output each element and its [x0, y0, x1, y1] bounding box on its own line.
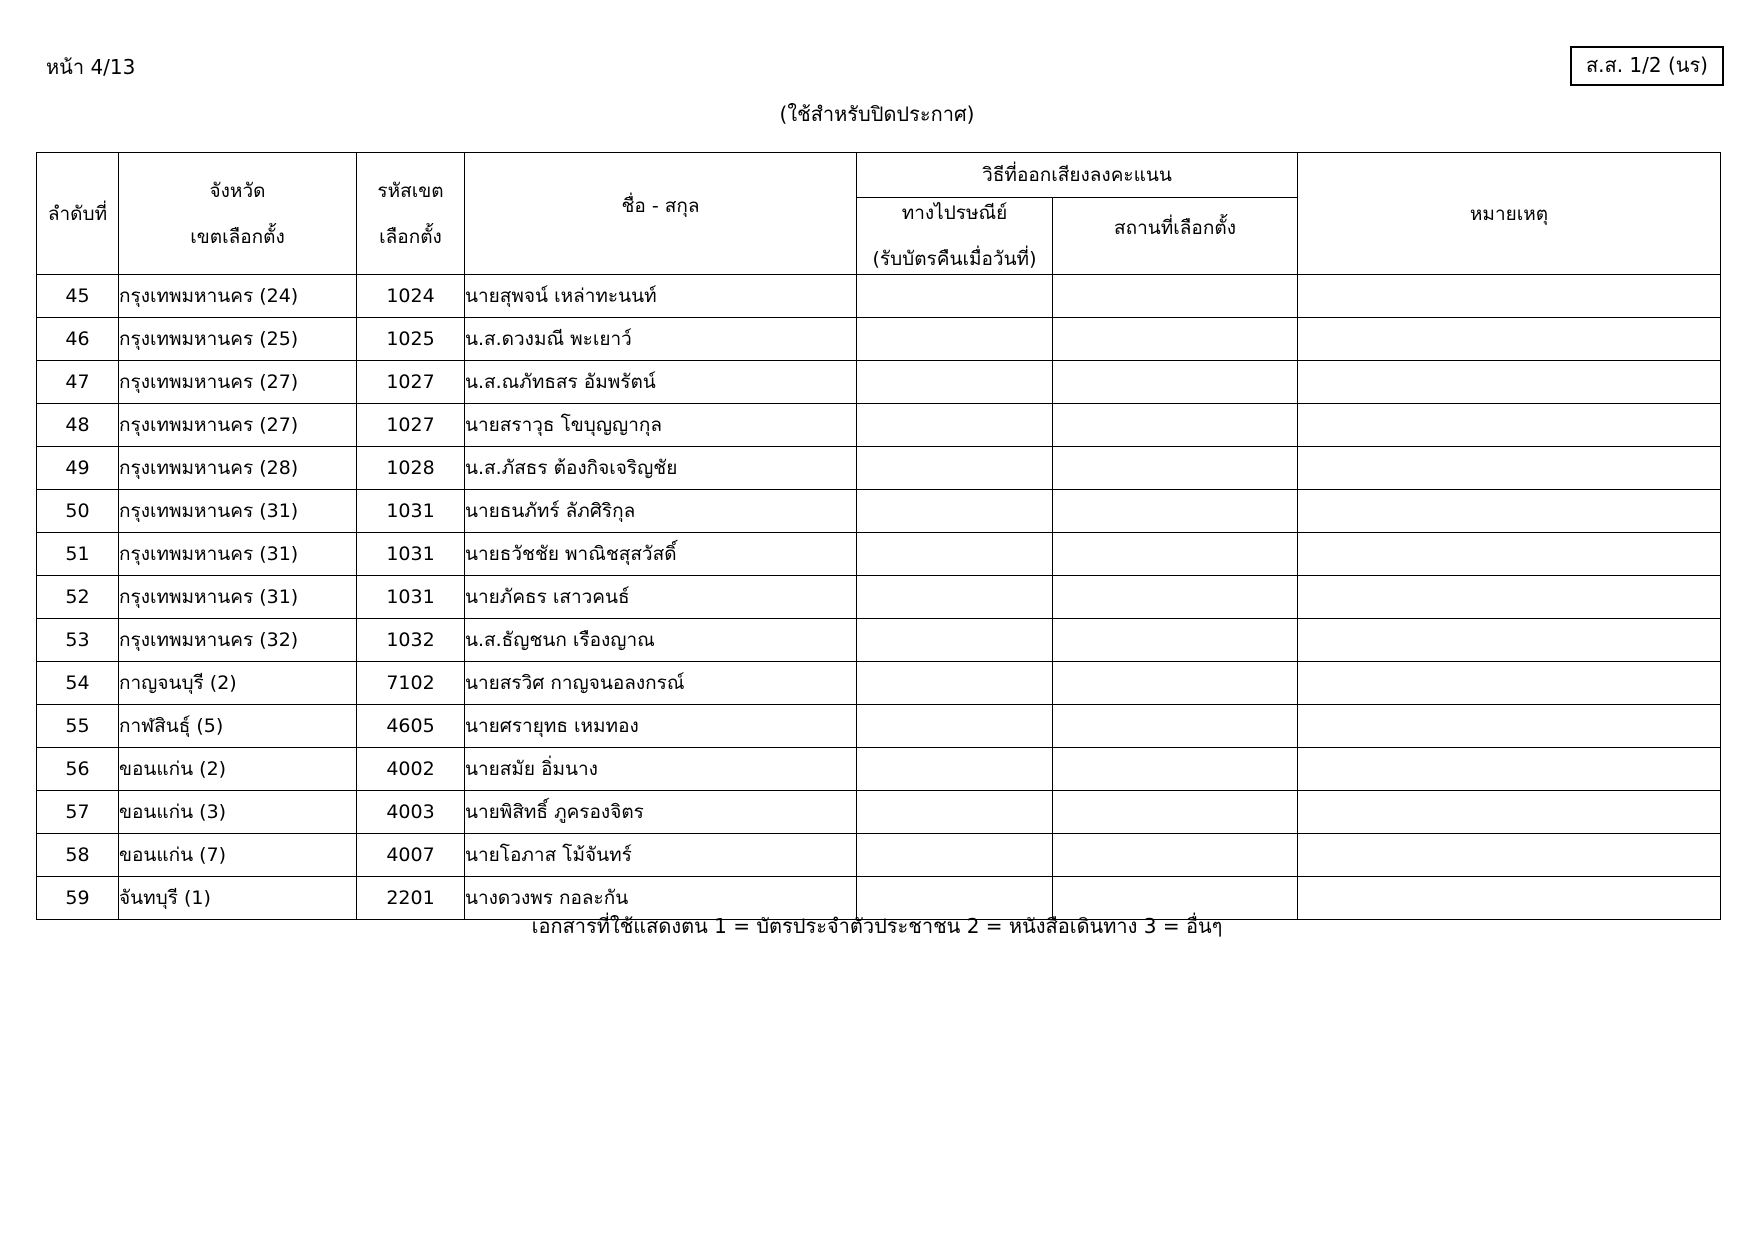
cell-polling-place: [1053, 318, 1298, 361]
cell-district-code: 7102: [357, 662, 465, 705]
column-header-postal-line2: (รับบัตรคืนเมื่อวันที่): [872, 248, 1037, 270]
cell-polling-place: [1053, 404, 1298, 447]
cell-remark: [1298, 404, 1721, 447]
cell-polling-place: [1053, 834, 1298, 877]
cell-district-code: 1031: [357, 490, 465, 533]
cell-remark: [1298, 791, 1721, 834]
cell-sequence: 51: [37, 533, 119, 576]
cell-postal: [857, 275, 1053, 318]
cell-polling-place: [1053, 705, 1298, 748]
cell-sequence: 49: [37, 447, 119, 490]
cell-name: นายสรวิศ กาญจนอลงกรณ์: [465, 662, 857, 705]
cell-remark: [1298, 533, 1721, 576]
cell-name: นายธวัชชัย พาณิชสุสวัสดิ์: [465, 533, 857, 576]
cell-name: นายภัคธร เสาวคนธ์: [465, 576, 857, 619]
cell-province: กรุงเทพมหานคร (32): [119, 619, 357, 662]
table-row: [37, 705, 1721, 748]
cell-sequence: 48: [37, 404, 119, 447]
table-row: [37, 791, 1721, 834]
cell-polling-place: [1053, 361, 1298, 404]
cell-district-code: 1031: [357, 576, 465, 619]
cell-province: กรุงเทพมหานคร (28): [119, 447, 357, 490]
table-row: [37, 490, 1721, 533]
cell-remark: [1298, 662, 1721, 705]
column-header-name-text: ชื่อ - สกุล: [621, 194, 700, 217]
cell-province: กรุงเทพมหานคร (25): [119, 318, 357, 361]
cell-province: ขอนแก่น (2): [119, 748, 357, 791]
table-row: [37, 748, 1721, 791]
cell-remark: [1298, 275, 1721, 318]
cell-sequence: 59: [37, 877, 119, 920]
cell-sequence: 45: [37, 275, 119, 318]
cell-postal: [857, 447, 1053, 490]
cell-postal: [857, 748, 1053, 791]
column-header-polling-place-text: สถานที่เลือกตั้ง: [1114, 217, 1236, 239]
cell-sequence: 46: [37, 318, 119, 361]
cell-sequence: 54: [37, 662, 119, 705]
cell-sequence: 56: [37, 748, 119, 791]
cell-district-code: 4002: [357, 748, 465, 791]
cell-name: นายพิสิทธิ์ ภูครองจิตร: [465, 791, 857, 834]
page-number-label: หน้า 4/13: [46, 55, 136, 79]
cell-name: นายสุพจน์ เหล่าทะนนท์: [465, 275, 857, 318]
candidate-table: [36, 152, 1721, 920]
candidate-table-container: [36, 152, 1720, 920]
column-header-postal: [857, 198, 1053, 275]
table-row: [37, 576, 1721, 619]
column-header-district-code-line2: เลือกตั้ง: [379, 225, 442, 248]
column-header-province-line2: เขตเลือกตั้ง: [190, 225, 285, 248]
cell-sequence: 55: [37, 705, 119, 748]
cell-name: น.ส.ภัสธร ต้องกิจเจริญชัย: [465, 447, 857, 490]
cell-district-code: 1027: [357, 404, 465, 447]
column-header-district-code: [357, 153, 465, 275]
cell-polling-place: [1053, 791, 1298, 834]
table-row: [37, 275, 1721, 318]
table-row: [37, 533, 1721, 576]
column-header-province: [119, 153, 357, 275]
cell-province: กาญจนบุรี (2): [119, 662, 357, 705]
cell-remark: [1298, 447, 1721, 490]
footer-note: เอกสารที่ใช้แสดงตน 1 = บัตรประจำตัวประชาชน 2 = หนังสือเดินทาง 3 = อื่นๆ: [531, 914, 1223, 938]
document-header: [0, 52, 1754, 96]
cell-remark: [1298, 490, 1721, 533]
cell-name: นายสราวุธ โขบุญญากุล: [465, 404, 857, 447]
cell-province: จันทบุรี (1): [119, 877, 357, 920]
table-row: [37, 361, 1721, 404]
column-header-district-code-line1: รหัสเขต: [377, 179, 444, 202]
table-row: [37, 619, 1721, 662]
column-header-province-line1: จังหวัด: [209, 179, 266, 202]
cell-postal: [857, 576, 1053, 619]
cell-name: นายสมัย อิ่มนาง: [465, 748, 857, 791]
cell-district-code: 1025: [357, 318, 465, 361]
cell-polling-place: [1053, 447, 1298, 490]
column-header-voting-method-group: วิธีที่ออกเสียงลงคะแนน: [857, 153, 1298, 198]
table-row: [37, 447, 1721, 490]
cell-polling-place: [1053, 576, 1298, 619]
cell-district-code: 1028: [357, 447, 465, 490]
cell-polling-place: [1053, 662, 1298, 705]
table-row: [37, 404, 1721, 447]
cell-sequence: 58: [37, 834, 119, 877]
cell-province: ขอนแก่น (3): [119, 791, 357, 834]
cell-postal: [857, 490, 1053, 533]
document-subtitle: (ใช้สำหรับปิดประกาศ): [779, 102, 975, 126]
cell-name: นายโอภาส โม้จันทร์: [465, 834, 857, 877]
cell-sequence: 57: [37, 791, 119, 834]
cell-district-code: 4605: [357, 705, 465, 748]
cell-postal: [857, 619, 1053, 662]
cell-name: นายศรายุทธ เหมทอง: [465, 705, 857, 748]
column-header-name: [465, 153, 857, 275]
column-header-postal-line1: ทางไปรษณีย์: [901, 202, 1008, 224]
cell-province: กรุงเทพมหานคร (27): [119, 361, 357, 404]
cell-district-code: 4003: [357, 791, 465, 834]
column-header-polling-place: [1053, 198, 1298, 275]
cell-district-code: 1024: [357, 275, 465, 318]
cell-polling-place: [1053, 490, 1298, 533]
cell-remark: [1298, 748, 1721, 791]
cell-postal: [857, 404, 1053, 447]
cell-remark: [1298, 834, 1721, 877]
column-header-remark: หมายเหตุ: [1298, 153, 1721, 275]
cell-polling-place: [1053, 533, 1298, 576]
cell-postal: [857, 533, 1053, 576]
cell-name: น.ส.ธัญชนก เรืองญาณ: [465, 619, 857, 662]
cell-province: กรุงเทพมหานคร (31): [119, 576, 357, 619]
cell-remark: [1298, 576, 1721, 619]
cell-polling-place: [1053, 619, 1298, 662]
cell-province: ขอนแก่น (7): [119, 834, 357, 877]
cell-province: กรุงเทพมหานคร (24): [119, 275, 357, 318]
cell-polling-place: [1053, 748, 1298, 791]
cell-district-code: 2201: [357, 877, 465, 920]
cell-postal: [857, 791, 1053, 834]
cell-district-code: 1032: [357, 619, 465, 662]
cell-district-code: 1027: [357, 361, 465, 404]
cell-province: กรุงเทพมหานคร (31): [119, 533, 357, 576]
cell-remark: [1298, 705, 1721, 748]
table-row: [37, 834, 1721, 877]
cell-postal: [857, 662, 1053, 705]
cell-name: น.ส.ณภัทธสร อัมพรัตน์: [465, 361, 857, 404]
cell-sequence: 47: [37, 361, 119, 404]
cell-province: กาฬสินธุ์ (5): [119, 705, 357, 748]
cell-province: กรุงเทพมหานคร (27): [119, 404, 357, 447]
cell-remark: [1298, 318, 1721, 361]
cell-postal: [857, 705, 1053, 748]
cell-postal: [857, 361, 1053, 404]
cell-polling-place: [1053, 275, 1298, 318]
form-code-box: ส.ส. 1/2 (นร): [1570, 46, 1724, 86]
cell-postal: [857, 318, 1053, 361]
table-body: [37, 275, 1721, 920]
column-header-sequence: ลำดับที่: [37, 153, 119, 275]
cell-sequence: 52: [37, 576, 119, 619]
table-header-row-1: [37, 153, 1721, 198]
cell-province: กรุงเทพมหานคร (31): [119, 490, 357, 533]
cell-name: นายธนภัทร์ ลัภศิริกุล: [465, 490, 857, 533]
cell-name: น.ส.ดวงมณี พะเยาว์: [465, 318, 857, 361]
cell-district-code: 4007: [357, 834, 465, 877]
cell-remark: [1298, 361, 1721, 404]
table-row: [37, 318, 1721, 361]
cell-name: นางดวงพร กอละกัน: [465, 877, 857, 920]
table-head: [37, 153, 1721, 275]
cell-district-code: 1031: [357, 533, 465, 576]
table-row: [37, 662, 1721, 705]
cell-postal: [857, 834, 1053, 877]
cell-remark: [1298, 619, 1721, 662]
cell-sequence: 50: [37, 490, 119, 533]
cell-sequence: 53: [37, 619, 119, 662]
